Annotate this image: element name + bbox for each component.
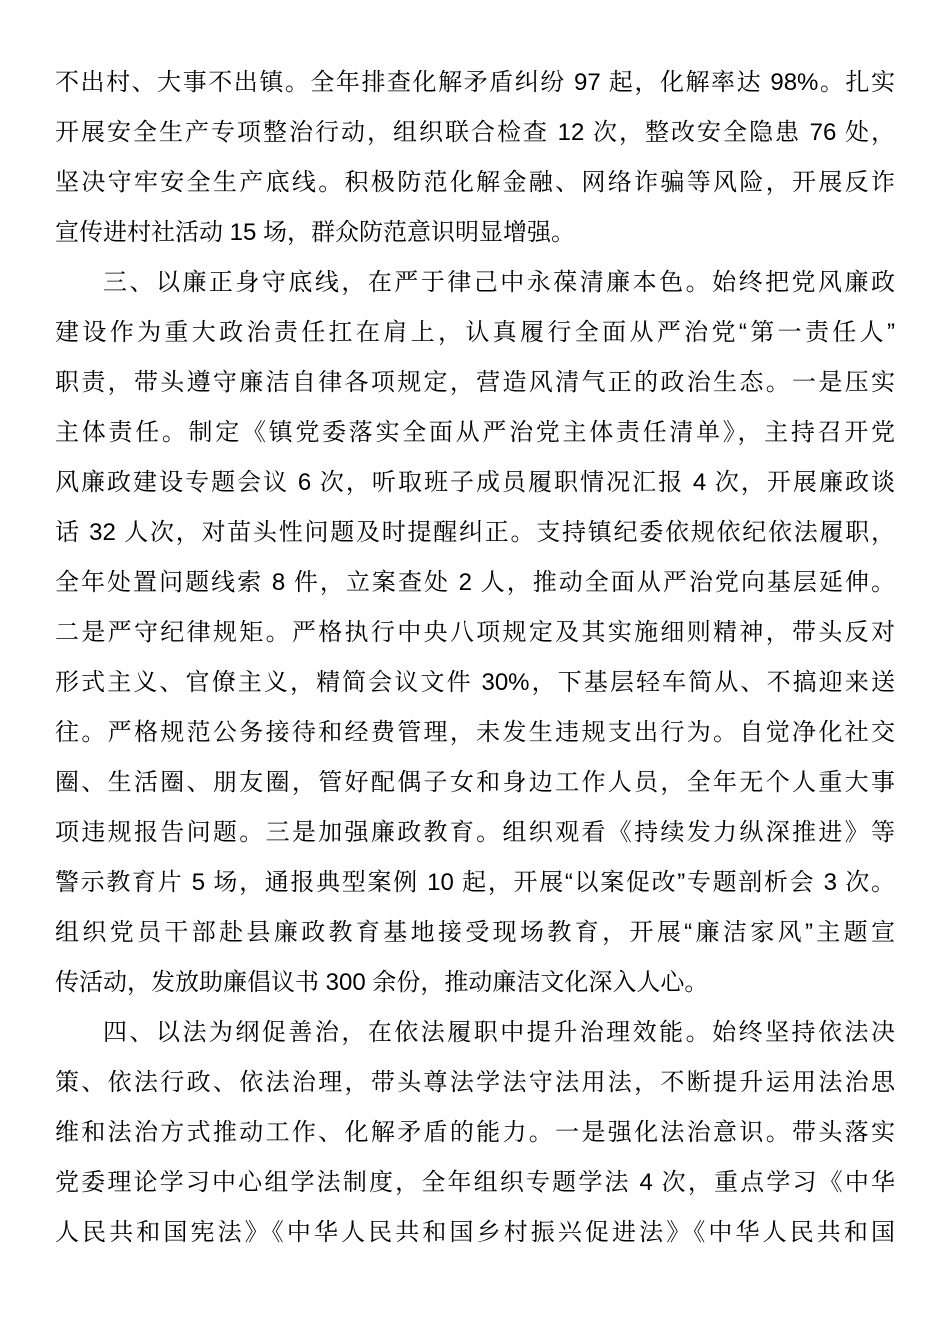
paragraph-section-4 — [55, 1008, 895, 1258]
text-line: 警示教育片 5 场，通报典型案例 10 起，开展“以案促改”专题剖析会 3 次。 — [55, 869, 895, 896]
text-line: 二是严守纪律规矩。严格执行中央八项规定及其实施细则精神，带头反对 — [55, 619, 895, 646]
paragraph-continuation — [55, 58, 895, 258]
text-line: 职责，带头遵守廉洁自律各项规定，营造风清气正的政治生态。一是压实 — [55, 369, 895, 396]
text-line: 话 32 人次，对苗头性问题及时提醒纠正。支持镇纪委依规依纪依法履职， — [55, 519, 895, 546]
text-line: 全年处置问题线索 8 件，立案查处 2 人，推动全面从严治党向基层延伸。 — [55, 569, 895, 596]
text-line: 形式主义、官僚主义，精简会议文件 30%，下基层轻车简从、不搞迎来送 — [55, 669, 895, 696]
text-line: 开展安全生产专项整治行动，组织联合检查 12 次，整改安全隐患 76 处， — [55, 119, 895, 146]
text-line: 组织党员干部赴县廉政教育基地接受现场教育，开展“廉洁家风”主题宣 — [55, 919, 895, 946]
text-line: 建设作为重大政治责任扛在肩上，认真履行全面从严治党“第一责任人” — [55, 319, 895, 346]
text-line: 传活动，发放助廉倡议书 300 余份，推动廉洁文化深入人心。 — [55, 969, 709, 996]
text-line: 坚决守牢安全生产底线。积极防范化解金融、网络诈骗等风险，开展反诈 — [55, 169, 895, 196]
text-line: 宣传进村社活动 15 场，群众防范意识明显增强。 — [55, 219, 576, 246]
text-line: 主体责任。制定《镇党委落实全面从严治党主体责任清单》，主持召开党 — [55, 419, 895, 446]
text-line: 人民共和国宪法》《中华人民共和国乡村振兴促进法》《中华人民共和国 — [55, 1219, 895, 1246]
text-line: 党委理论学习中心组学法制度，全年组织专题学法 4 次，重点学习《中华 — [55, 1169, 895, 1196]
text-line: 不出村、大事不出镇。全年排查化解矛盾纠纷 97 起，化解率达 98%。扎实 — [55, 69, 895, 96]
text-line: 风廉政建设专题会议 6 次，听取班子成员履职情况汇报 4 次，开展廉政谈 — [55, 469, 895, 496]
text-line: 策、依法行政、依法治理，带头尊法学法守法用法，不断提升运用法治思 — [55, 1069, 895, 1096]
text-line: 维和法治方式推动工作、化解矛盾的能力。一是强化法治意识。带头落实 — [55, 1119, 895, 1146]
section-4-heading-line: 四、以法为纲促善治，在依法履职中提升治理效能。始终坚持依法决 — [103, 1019, 895, 1046]
text-line: 圈、生活圈、朋友圈，管好配偶子女和身边工作人员，全年无个人重大事 — [55, 769, 895, 796]
paragraph-section-3 — [55, 258, 895, 1008]
section-3-heading-line: 三、以廉正身守底线，在严于律己中永葆清廉本色。始终把党风廉政 — [103, 269, 895, 296]
text-line: 项违规报告问题。三是加强廉政教育。组织观看《持续发力纵深推进》等 — [55, 819, 895, 846]
text-line: 往。严格规范公务接待和经费管理，未发生违规支出行为。自觉净化社交 — [55, 719, 895, 746]
